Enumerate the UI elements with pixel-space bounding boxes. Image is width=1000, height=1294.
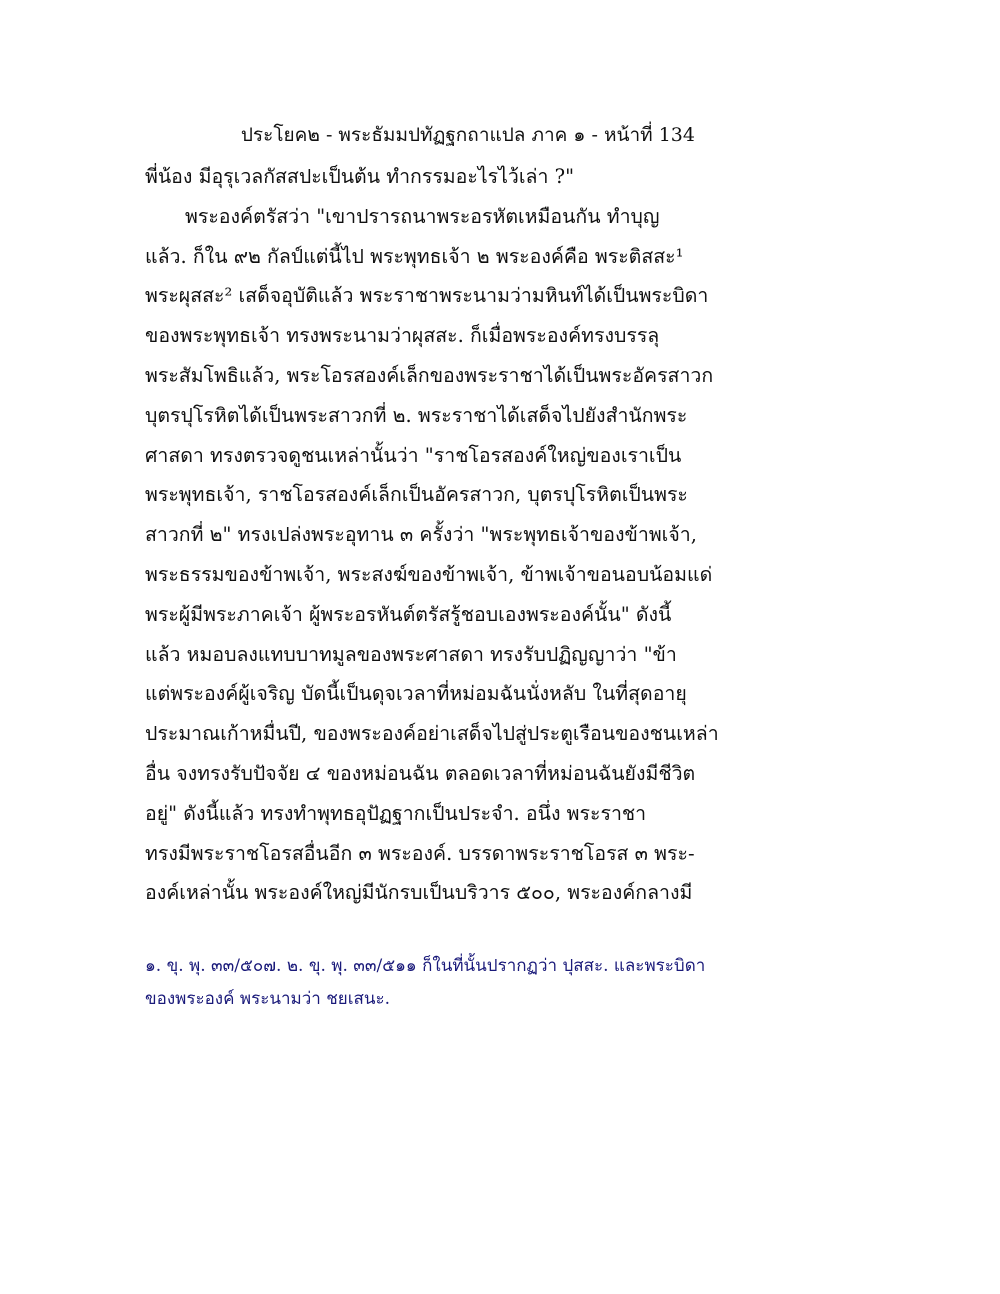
body-line: ประมาณเก้าหมื่นปี, ของพระองค์อย่าเสด็จไปสู่ประตูเรือนของชนเหล่า [145,722,719,746]
footnotes [145,950,765,1016]
running-header: ประโยค๒ - พระธัมมปทัฏฐกถาแปล ภาค ๑ - หน้าที่ 134 [240,124,695,146]
footnote-line: ของพระองค์ พระนามว่า ชยเสนะ. [145,989,391,1009]
body-line: พระองค์ตรัสว่า "เขาปรารถนาพระอรหัตเหมือนกัน ทำบุญ [185,204,660,228]
body-line: อื่น จงทรงรับปัจจัย ๔ ของหม่อนฉัน ตลอดเวลาที่หม่อนฉันยังมีชีวิต [145,761,696,785]
body-line: บุตรปุโรหิตได้เป็นพระสาวกที่ ๒. พระราชาได้เสด็จไปยังสำนักพระ [145,403,688,427]
body-line: พี่น้อง มีอุรุเวลกัสสปะเป็นต้น ทำกรรมอะไรไว้เล่า ?" [145,165,575,188]
body-line: ของพระพุทธเจ้า ทรงพระนามว่าผุสสะ. ก็เมื่อพระองค์ทรงบรรลุ [145,324,660,348]
body-line: พระพุทธเจ้า, ราชโอรสองค์เล็กเป็นอัครสาวก, บุตรปุโรหิตเป็นพระ [145,483,688,507]
body-text [145,157,719,913]
body-line: ศาสดา ทรงตรวจดูชนเหล่านั้นว่า "ราชโอรสองค์ใหญ่ของเราเป็น [145,443,682,467]
body-line: อยู่" ดังนี้แล้ว ทรงทำพุทธอุปัฏฐากเป็นประจำ. อนึ่ง พระราชา [145,801,647,825]
body-line: พระผู้มีพระภาคเจ้า ผู้พระอรหันต์ตรัสรู้ชอบเองพระองค์นั้น" ดังนี้ [145,602,672,626]
body-line: ทรงมีพระราชโอรสอื่นอีก ๓ พระองค์. บรรดาพระราชโอรส ๓ พระ- [145,841,695,865]
footnote-line: ๑. ขุ. พุ. ๓๓/๕๐๗. ๒. ขุ. พุ. ๓๓/๕๑๑ ก็ในที่นั้นปรากฏว่า ปุสสะ. และพระบิดา [145,956,706,976]
body-line: องค์เหล่านั้น พระองค์ใหญ่มีนักรบเป็นบริวาร ๕๐๐, พระองค์กลางมี [145,881,693,905]
body-line: สาวกที่ ๒" ทรงเปล่งพระอุทาน ๓ ครั้งว่า "พระพุทธเจ้าของข้าพเจ้า, [145,523,697,547]
body-line: แล้ว. ก็ใน ๙๒ กัลป์แต่นี้ไป พระพุทธเจ้า ๒ พระองค์คือ พระติสสะ¹ [145,244,684,268]
body-line: พระผุสสะ² เสด็จอุบัติแล้ว พระราชาพระนามว่ามหินท์ได้เป็นพระบิดา [145,284,709,308]
body-line: แต่พระองค์ผู้เจริญ บัดนี้เป็นดุจเวลาที่หม่อมฉันนั่งหลับ ในที่สุดอายุ [145,682,687,706]
body-line: พระธรรมของข้าพเจ้า, พระสงฆ์ของข้าพเจ้า, ข้าพเจ้าขอนอบน้อมแด่ [145,562,713,586]
body-line: พระสัมโพธิแล้ว, พระโอรสองค์เล็กของพระราชาได้เป็นพระอัครสาวก [145,363,714,387]
body-line: แล้ว หมอบลงแทบบาทมูลของพระศาสดา ทรงรับปฏิญญาว่า "ข้า [145,642,677,666]
